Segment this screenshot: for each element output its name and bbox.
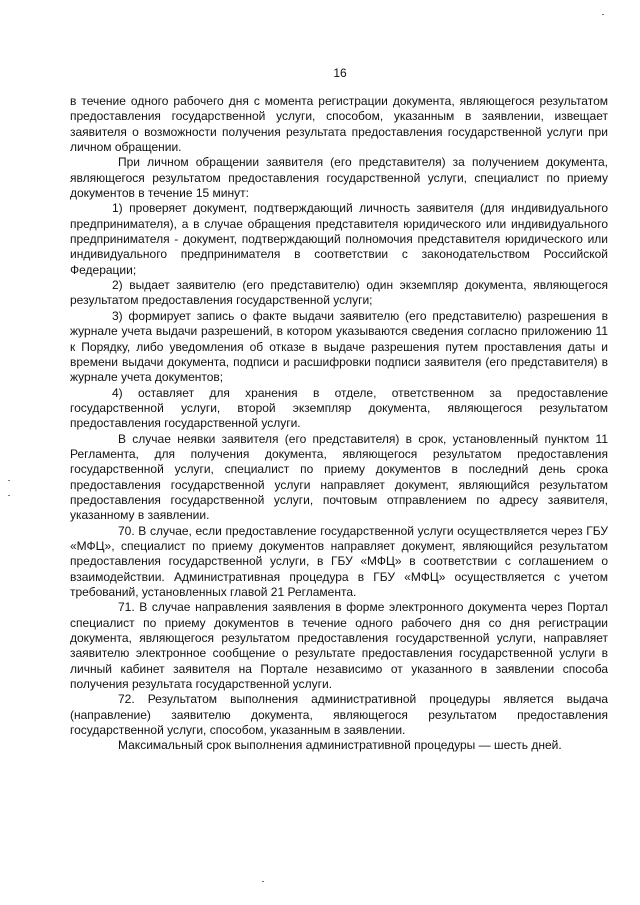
- numbered-paragraph: 71. В случае направления заявления в форме электронного документа через Портал специалист по приему документов в течение одного рабочего дня со дня регистрации документа, являющегося результатом предоставления государственной услуги, направляет заявителю электронное сообщение о результате предоставления государственной услуги в личный кабинет заявителя на Портале независимо от указанного в заявлении способа получения результата государственной услуги.: [70, 600, 608, 692]
- scan-artifact: [262, 881, 264, 882]
- document-body: [70, 94, 608, 754]
- paragraph: Максимальный срок выполнения административной процедуры — шесть дней.: [118, 738, 562, 753]
- list-item-paragraph: 2) выдает заявителю (его представителю) один экземпляр документа, являющегося результатом предоставления государственной услуги;: [70, 278, 608, 308]
- scan-artifact: [8, 495, 10, 496]
- list-item-paragraph: 1) проверяет документ, подтверждающий личность заявителя (для индивидуального предпринимателя), а в случае обращения представителя юридического или индивидуального предпринимателя - документ, подтверждающий полномочия представителя юридического или индивидуального предпринимателя в соответствии с законодательством Российской Федерации;: [70, 201, 608, 277]
- list-item-paragraph: 3) формирует запись о факте выдачи заявителю (его представителю) разрешения в журнале учета выдачи разрешений, в котором указываются сведения согласно приложению 11 к Порядку, либо уведомления об отказе в выдаче разрешения путем проставления даты и времени выдачи документа, подписи и расшифровки подписи заявителя (его представителя) в журнале учета документов;: [70, 308, 608, 385]
- numbered-paragraph: 70. В случае, если предоставление государственной услуги осуществляется через ГБУ «МФЦ», специалист по приему документов направляет документ, являющийся результатом предоставления государственной услуги, в ГБУ «МФЦ» в соответствии с соглашением о взаимодействии. Административная процедура в ГБУ «МФЦ» осуществляется с учетом требований, установленных главой 21 Регламента.: [70, 523, 608, 599]
- paragraph: В случае неявки заявителя (его представителя) в срок, установленный пунктом 11 Регламента, для получения документа, являющегося результатом предоставления государственной услуги, специалист по приему документов в последний день срока предоставления государственной услуги направляет документ, являющийся результатом предоставления государственной услуги, почтовым отправлением по адресу заявителя, указанному в заявлении.: [70, 431, 608, 523]
- list-item-paragraph: 4) оставляет для хранения в отделе, ответственном за предоставление государственной услуги, второй экземпляр документа, являющегося результатом предоставления государственной услуги.: [70, 385, 608, 431]
- scan-artifact: [602, 14, 604, 15]
- paragraph: в течение одного рабочего дня с момента регистрации документа, являющегося результатом предоставления государственной услуги, способом, указанным в заявлении, извещает заявителя о возможности получения результата предоставления государственной услуги при личном обращении.: [70, 94, 608, 155]
- numbered-paragraph: 72. Результатом выполнения административной процедуры является выдача (направление) заявителю документа, являющегося результатом предоставления государственной услуги, способом, указанным в заявлении.: [70, 692, 608, 738]
- paragraph: При личном обращении заявителя (его представителя) за получением документа, являющегося результатом предоставления государственной услуги, специалист по приему документов в течение 15 минут:: [70, 155, 608, 201]
- page-number: 16: [333, 66, 347, 80]
- scan-artifact: [8, 480, 10, 481]
